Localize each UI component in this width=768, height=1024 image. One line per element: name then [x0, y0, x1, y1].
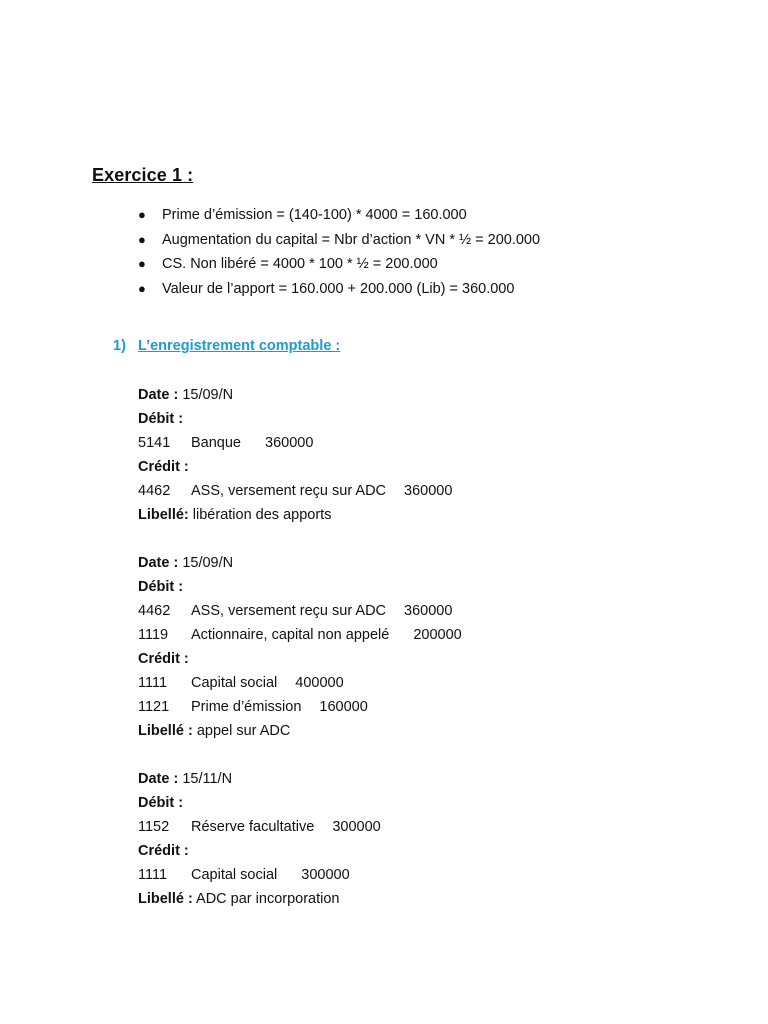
account-name: ASS, versement reçu sur ADC [191, 603, 387, 619]
date-label: Date : [138, 771, 179, 787]
libelle-row [138, 503, 462, 527]
section-title: L’enregistrement comptable : [138, 338, 341, 354]
debit-label: Débit : [138, 795, 184, 811]
account-code: 1111 [138, 675, 168, 691]
amount: 300000 [301, 867, 350, 883]
list-item-text: CS. Non libéré = 4000 * 100 * ½ = 200.000 [162, 256, 438, 272]
account-name: ASS, versement reçu sur ADC [191, 483, 387, 499]
entry-date: 15/11/N [182, 771, 233, 787]
libelle-row [138, 719, 462, 743]
list-item [138, 277, 540, 302]
amount: 360000 [265, 435, 314, 451]
journal-entry [138, 383, 462, 527]
entry-date-row [138, 767, 462, 791]
list-item [138, 203, 540, 228]
credit-label: Crédit : [138, 459, 189, 475]
entry-date: 15/09/N [182, 387, 234, 403]
credit-line [138, 695, 462, 719]
bullet-icon: ● [138, 207, 146, 222]
libelle-label: Libellé: [138, 507, 189, 523]
bullet-icon: ● [138, 231, 146, 247]
journal-entry [138, 767, 462, 911]
entry-date: 15/09/N [182, 555, 234, 571]
account-code: 1121 [138, 699, 170, 715]
calculation-list [138, 203, 540, 301]
account-code: 4462 [138, 483, 171, 499]
list-item [138, 228, 540, 253]
libelle-row [138, 887, 462, 911]
amount: 300000 [332, 819, 381, 835]
amount: 400000 [295, 675, 344, 691]
account-code: 1111 [138, 867, 168, 883]
account-code: 1119 [138, 627, 169, 643]
section-number: 1) [113, 338, 126, 354]
account-code: 4462 [138, 603, 171, 619]
debit-label: Débit : [138, 579, 184, 595]
amount: 360000 [404, 603, 453, 619]
account-name: Capital social [191, 867, 278, 883]
debit-line [138, 599, 462, 623]
account-name: Actionnaire, capital non appelé [191, 627, 390, 643]
date-label: Date : [138, 555, 179, 571]
libelle-text: appel sur ADC [196, 723, 291, 739]
account-code: 5141 [138, 435, 171, 451]
amount: 200000 [413, 627, 462, 643]
libelle-label: Libellé : [138, 723, 193, 739]
amount: 160000 [319, 699, 368, 715]
credit-label: Crédit : [138, 843, 189, 859]
exercise-title: Exercice 1 : [92, 165, 194, 185]
debit-line [138, 431, 462, 455]
account-code: 1152 [138, 819, 170, 835]
section-heading [113, 338, 340, 354]
debit-line [138, 623, 462, 647]
list-item-text: Valeur de l’apport = 160.000 + 200.000 (Lib) = 360.000 [162, 280, 515, 297]
account-name: Réserve facultative [191, 819, 315, 835]
entry-date-row [138, 551, 462, 575]
list-item [138, 252, 540, 277]
date-label: Date : [138, 387, 179, 403]
debit-label: Débit : [138, 411, 184, 427]
journal-entries [138, 383, 462, 935]
debit-line [138, 815, 462, 839]
account-name: Banque [191, 435, 241, 451]
bullet-icon: ● [138, 256, 146, 271]
credit-line [138, 479, 462, 503]
entry-date-row [138, 383, 462, 407]
libelle-label: Libellé : [138, 891, 193, 907]
amount: 360000 [404, 483, 453, 499]
account-name: Capital social [191, 675, 278, 691]
list-item-text: Prime d’émission = (140-100) * 4000 = 160.000 [162, 207, 467, 223]
credit-line [138, 671, 462, 695]
bullet-icon: ● [138, 280, 146, 296]
list-item-text: Augmentation du capital = Nbr d’action * VN * ½ = 200.000 [162, 231, 541, 248]
account-name: Prime d’émission [191, 699, 302, 715]
libelle-text: libération des apports [192, 507, 332, 523]
credit-line [138, 863, 462, 887]
credit-label: Crédit : [138, 651, 189, 667]
journal-entry [138, 551, 462, 743]
libelle-text: ADC par incorporation [196, 891, 340, 907]
